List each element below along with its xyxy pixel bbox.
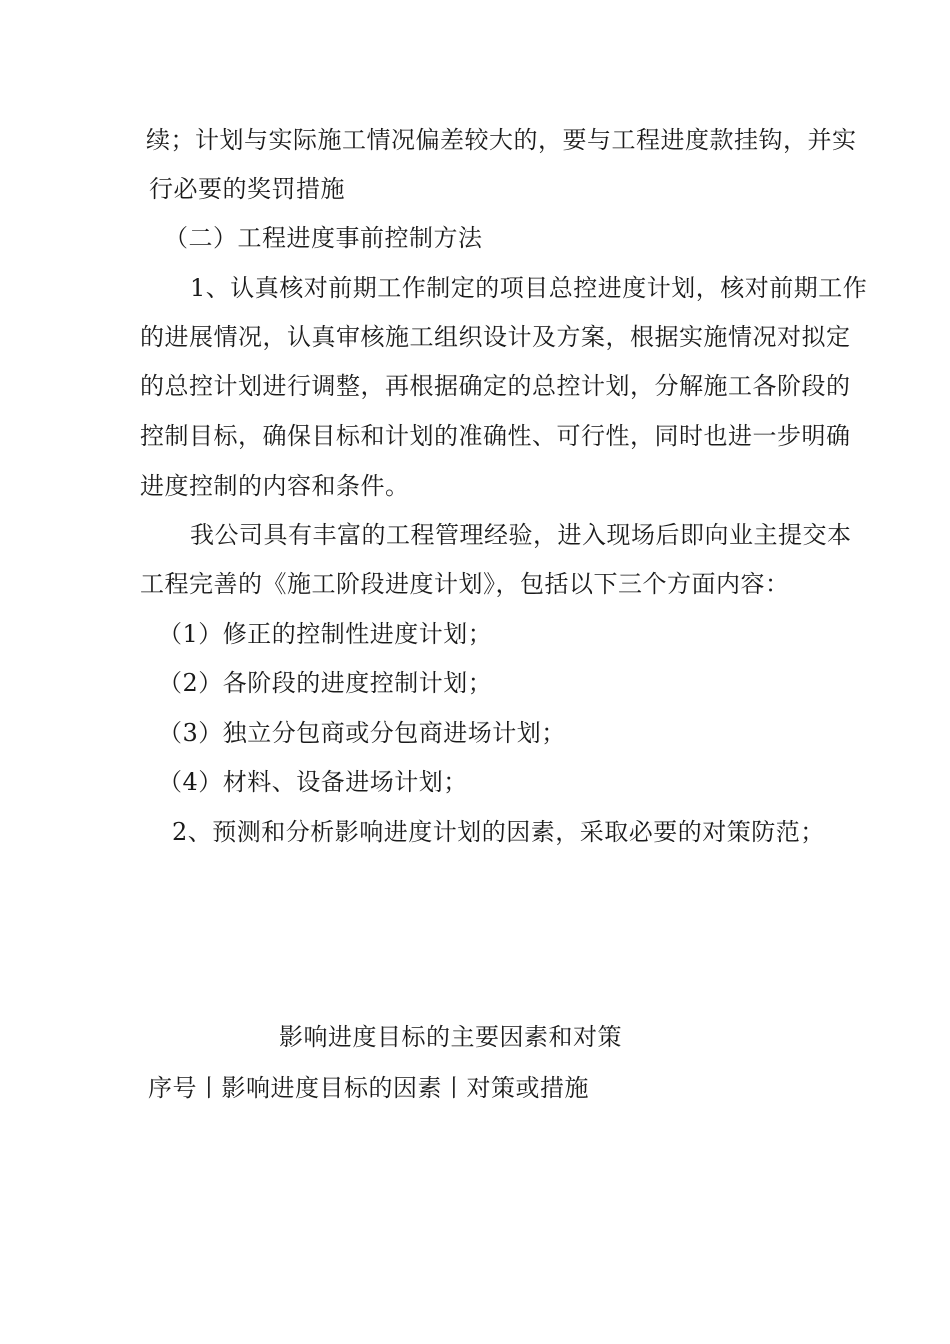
section-heading: （二）工程进度事前控制方法 — [164, 224, 483, 252]
paragraph-line: 控制目标，确保目标和计划的准确性、可行性，同时也进一步明确 — [140, 422, 851, 450]
paragraph-line: 我公司具有丰富的工程管理经验，进入现场后即向业主提交本 — [190, 521, 852, 549]
paragraph-line: 的总控计划进行调整，再根据确定的总控计划，分解施工各阶段的 — [140, 372, 851, 400]
paragraph-line: 续；计划与实际施工情况偏差较大的，要与工程进度款挂钩，并实 — [146, 126, 857, 154]
paragraph-line: 行必要的奖罚措施 — [149, 175, 345, 203]
paragraph-line: 的进展情况，认真审核施工组织设计及方案，根据实施情况对拟定 — [140, 323, 851, 351]
paragraph-line: 1、认真核对前期工作制定的项目总控进度计划，核对前期工作 — [190, 274, 868, 302]
list-item: （1）修正的控制性进度计划； — [158, 620, 493, 648]
paragraph-line: 2、预测和分析影响进度计划的因素，采取必要的对策防范； — [172, 818, 825, 846]
list-item: （2）各阶段的进度控制计划； — [158, 669, 493, 697]
list-item: （3）独立分包商或分包商进场计划； — [158, 719, 566, 747]
paragraph-line: 进度控制的内容和条件。 — [140, 472, 410, 500]
table-header: 序号丨影响进度目标的因素丨对策或措施 — [148, 1074, 589, 1102]
paragraph-line: 工程完善的《施工阶段进度计划》，包括以下三个方面内容： — [140, 570, 790, 598]
list-item: （4）材料、设备进场计划； — [158, 768, 468, 796]
table-title: 影响进度目标的主要因素和对策 — [279, 1023, 622, 1051]
